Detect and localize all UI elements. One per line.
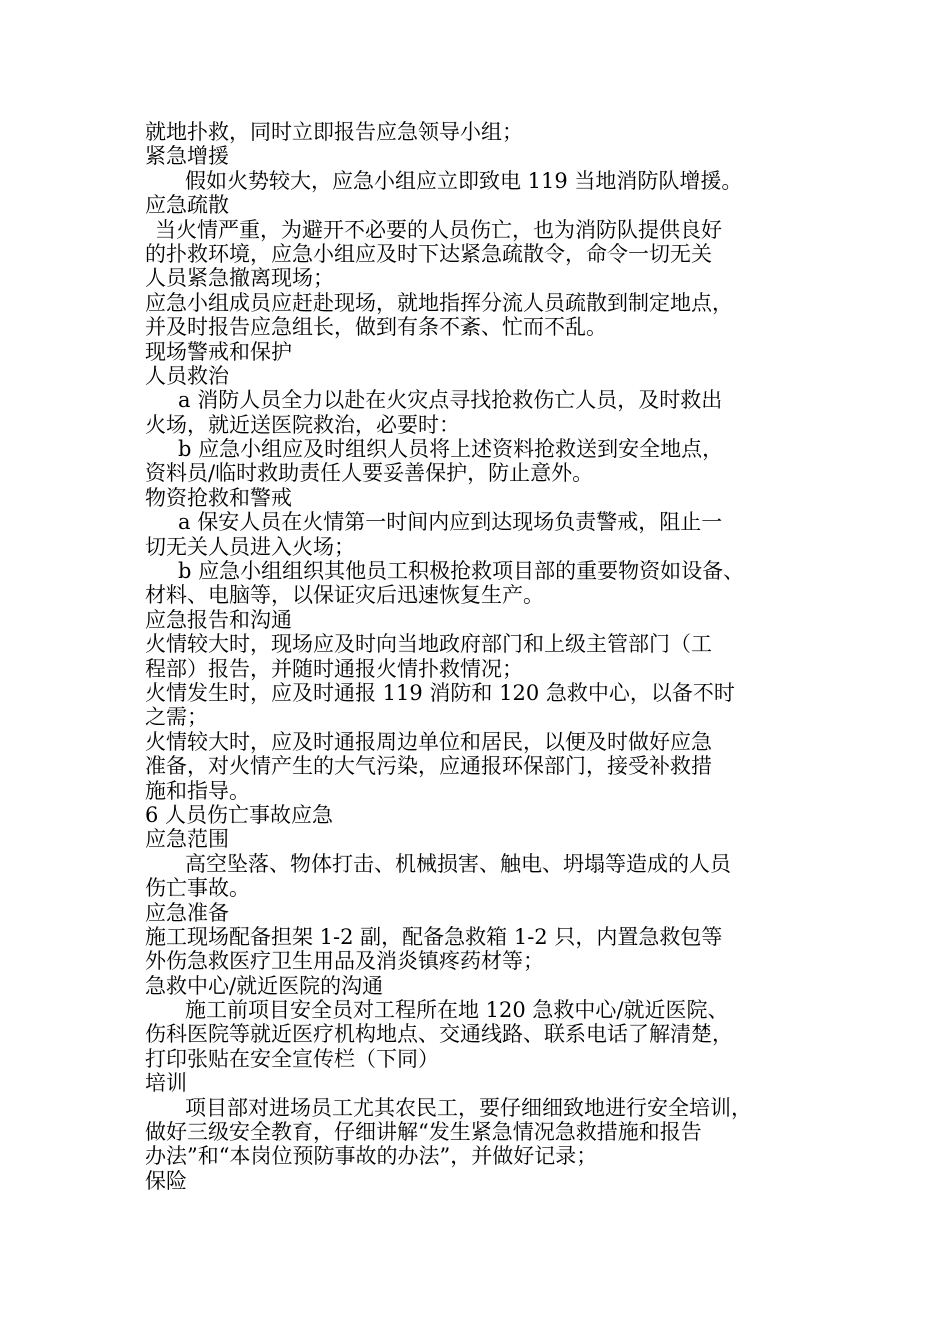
text-line: 伤亡事故。 (145, 876, 250, 901)
text-line: 项目部对进场员工尤其农民工，要仔细细致地进行安全培训， (185, 1095, 752, 1120)
text-line: 应急范围 (145, 827, 229, 852)
text-line: b 应急小组应及时组织人员将上述资料抢救送到安全地点， (178, 437, 724, 462)
text-line: 假如火势较大，应急小组应立即致电 119 当地消防队增援。 (185, 168, 743, 193)
text-line: b 应急小组组织其他员工积极抢救项目部的重要物资如设备、 (178, 559, 745, 584)
text-line: 紧急增援 (145, 144, 229, 169)
text-line: 外伤急救医疗卫生用品及消炎镇疼药材等； (145, 949, 544, 974)
text-line: 人员救治 (145, 363, 229, 388)
text-line: 火场，就近送医院救治，必要时： (145, 412, 460, 437)
text-line: 的扑救环境，应急小组应及时下达紧急疏散令，命令一切无关 (145, 241, 712, 266)
text-line: 应急疏散 (145, 193, 229, 218)
text-line: 准备，对火情产生的大气污染，应通报环保部门，接受补救措 (145, 754, 712, 779)
text-line: 6 人员伤亡事故应急 (145, 802, 334, 827)
text-line: 办法”和“本岗位预防事故的办法”，并做好记录； (145, 1144, 598, 1169)
text-line: 当火情严重，为避开不必要的人员伤亡，也为消防队提供良好 (155, 217, 722, 242)
text-line: 之需； (145, 705, 208, 730)
text-line: 施和指导。 (145, 778, 250, 803)
text-line: 就地扑救，同时立即报告应急领导小组； (145, 120, 523, 144)
text-line: 火情发生时，应及时通报 119 消防和 120 急救中心，以备不时 (145, 680, 735, 705)
text-line: 应急准备 (145, 900, 229, 925)
text-line: 伤科医院等就近医疗机构地点、交通线路、联系电话了解清楚， (145, 1022, 733, 1047)
text-line: a 消防人员全力以赴在火灾点寻找抢救伤亡人员，及时救出 (178, 388, 723, 413)
text-line: 应急小组成员应赶赴现场，就地指挥分流人员疏散到制定地点， (145, 290, 733, 315)
text-line: 打印张贴在安全宣传栏（下同） (145, 1046, 439, 1071)
text-line: 并及时报告应急组长，做到有条不紊、忙而不乱。 (145, 315, 607, 340)
text-line: 培训 (145, 1071, 187, 1096)
text-line: 物资抢救和警戒 (145, 485, 292, 510)
text-line: 急救中心/就近医院的沟通 (145, 973, 384, 998)
text-line: 保险 (145, 1168, 187, 1193)
text-line: 火情较大时，应及时通报周边单位和居民，以便及时做好应急 (145, 729, 712, 754)
document-body (145, 120, 815, 1193)
text-line: 做好三级安全教育，仔细讲解“发生紧急情况急救措施和报告 (145, 1120, 702, 1145)
text-line: 高空坠落、物体打击、机械损害、触电、坍塌等造成的人员 (185, 851, 731, 876)
text-line: 施工前项目安全员对工程所在地 120 急救中心/就近医院、 (185, 998, 729, 1023)
text-line: 人员紧急撤离现场； (145, 266, 334, 291)
text-line: 材料、电脑等，以保证灾后迅速恢复生产。 (145, 583, 544, 608)
text-line: 施工现场配备担架 1-2 副，配备急救箱 1-2 只，内置急救包等 (145, 924, 723, 949)
text-line: 火情较大时，现场应及时向当地政府部门和上级主管部门（工 (145, 632, 712, 657)
text-line: 现场警戒和保护 (145, 339, 292, 364)
text-line: 应急报告和沟通 (145, 607, 292, 632)
text-line: 资料员/临时救助责任人要妥善保护，防止意外。 (145, 461, 594, 486)
text-line: a 保安人员在火情第一时间内应到达现场负责警戒，阻止一 (178, 510, 723, 535)
text-line: 程部）报告，并随时通报火情扑救情况； (145, 656, 523, 681)
text-line: 切无关人员进入火场； (145, 534, 355, 559)
